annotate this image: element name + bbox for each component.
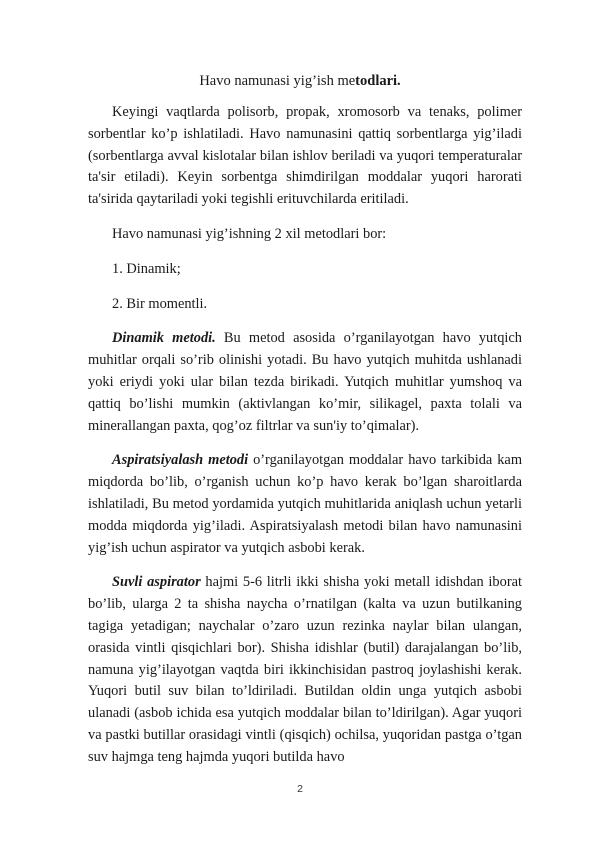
paragraph-text: hajmi 5-6 litrli ikki shisha yoki metall idishdan iborat bo’lib, ularga 2 ta shisha naycha o’rnatilgan (kalta va uzun butilkaning tagiga yetadigan; naychalar o’zaro uzun rezinka naylar bilan ulangan, orasida vintli qisqichlari bor). Shisha idishlar (butil) darajalangan bo’lib, namuna yig’ilayotgan vaqtda biri ikkinchisidan pastroq joylashishi kerak. Yuqori butil suv bilan to’ldiriladi. Butildan oldin unga yutqich asbobi ulanadi (asbob ichida esa yutqich moddalar bilan to’ldirilgan). Agar yuqori va pastki butillar orasidagi vintli (qisqich) ochilsa, yuqoridan pastga o’tgan suv hajmga teng hajmda yuqori butilda havo xyxy=(88,574,523,765)
paragraph-text: o’rganilayotgan moddalar havo tarkibida kam miqdorda bo’lib, o’rganish uchun ko’p havo kerak bo’lgan sharoitlarda ishlatiladi, Bu metod yordamida yutqich muhitlarida aniqlash uchun yetarli modda miqdorda yig’iladi. Aspiratsiyalash metodi bilan havo namunasini yig’ish uchun aspirator va yutqich asbobi kerak. xyxy=(88,452,523,556)
paragraph-methods-count xyxy=(88,224,522,246)
document-title xyxy=(0,72,600,90)
document-body xyxy=(88,102,522,782)
list-item-momentary xyxy=(88,294,522,316)
page-number: 2 xyxy=(297,783,303,795)
paragraph-intro xyxy=(88,102,522,211)
paragraph-water-aspirator xyxy=(88,572,522,768)
paragraph-text: Bu metod asosida o’rganilayotgan havo yutqich muhitlar orqali so’rib olinishi yotadi. Bu havo yutqich muhitda ushlanadi yoki eriydi yoki ular bilan tezda birikadi. Yutqich muhitlar yumshoq va qattiq bo’lishi mumkin (aktivlangan ko’mir, silikagel, paxta tolali va minerallangan paxta, qog’oz filtrlar va sun'iy to’qimalar). xyxy=(88,330,522,434)
paragraph-lead-term: Suvli aspirator xyxy=(112,574,201,591)
list-item-text: 1. Dinamik; xyxy=(112,260,181,277)
paragraph-text: Havo namunasi yig’ishning 2 xil metodlari bor: xyxy=(112,225,387,242)
list-item-text: 2. Bir momentli. xyxy=(112,295,208,312)
paragraph-dynamic-method xyxy=(88,328,522,437)
title-plain-part: Havo namunasi yig’ish me xyxy=(199,73,356,89)
list-item-dynamic xyxy=(88,259,522,281)
paragraph-lead-term: Aspiratsiyalash metodi xyxy=(112,452,249,469)
title-bold-part: todlari. xyxy=(355,73,401,89)
paragraph-text: Keyingi vaqtlarda polisorb, propak, xromosorb va tenaks, polimer sorbentlar ko’p ishlatiladi. Havo namunasini qattiq sorbentlarga yig’iladi (sorbentlarga avval kislotalar bilan ishlov beriladi va yuqori temperaturalar ta'sir etiladi). Keyin sorbentga shimdirilgan moddalar yuqori harorati ta'sirida qaytariladi yoki tegishli erituvchilarda eritiladi. xyxy=(88,104,522,208)
paragraph-lead-term: Dinamik metodi. xyxy=(112,330,216,347)
paragraph-aspiration-method xyxy=(88,450,522,559)
